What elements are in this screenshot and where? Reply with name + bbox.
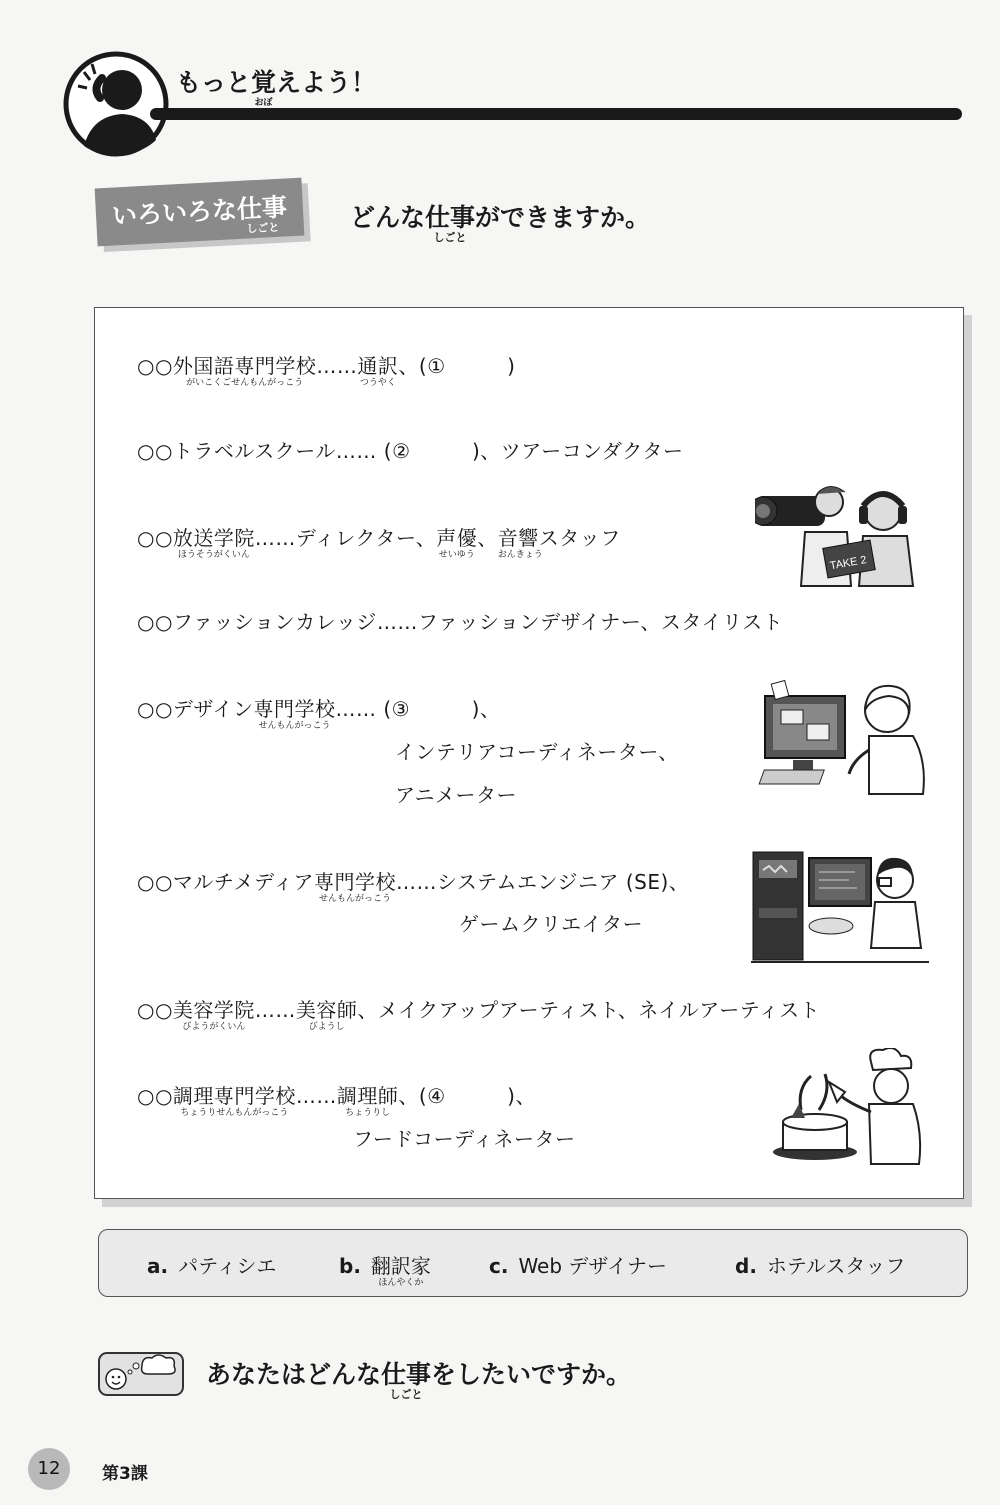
list-item: ○○放送学院 ほうそうがくいん ……ディレクター、声優 せいゆう 、音響 おんきょう スタッフ <box>137 526 621 560</box>
page-number: 12 <box>28 1448 70 1490</box>
list-item: ○○デザイン専門学校 せんもんがっこう …… (③ )、 <box>137 697 501 731</box>
title-kanji: 覚 おぼ <box>251 68 277 108</box>
list-item-continued: ゲームクリエイター <box>459 912 644 936</box>
option-b: b. 翻訳家 ほんやくか <box>339 1254 431 1288</box>
bottom-question: あなたはどんな仕事 しごと をしたいですか。 <box>206 1360 632 1401</box>
listening-person-icon <box>62 50 170 158</box>
list-item: ○○マルチメディア専門学校 せんもんがっこう ……システムエンジニア (SE)、 <box>137 870 690 904</box>
option-c: c. Web デザイナー <box>489 1254 668 1278</box>
option-a: a. パティシエ <box>147 1254 277 1278</box>
section-question: どんな仕事 しごと ができますか。 <box>350 203 651 244</box>
designer-at-computer-icon <box>757 680 937 798</box>
option-d: d. ホテルスタッフ <box>735 1254 906 1278</box>
engineer-at-computer-icon <box>751 848 931 964</box>
list-item-continued: アニメーター <box>395 783 517 807</box>
section-tab: いろいろな仕事 しごと <box>95 178 305 247</box>
tab-kanji: 仕事 しごと <box>236 192 288 236</box>
header-rule <box>150 108 962 120</box>
thinking-face-icon <box>98 1352 184 1396</box>
list-item: ○○外国語専門学校 がいこくごせんもんがっこう ……通訳 つうやく 、(① ) <box>137 354 516 388</box>
list-item: ○○トラベルスクール…… (② )、ツアーコンダクター <box>137 439 684 463</box>
pastry-chef-icon <box>771 1048 931 1166</box>
film-crew-icon <box>755 476 955 588</box>
list-item: ○○美容学院 びようがくいん ……美容師 びようし 、メイクアップアーティスト、ネイルアーティスト <box>137 998 821 1032</box>
school-list-box <box>94 307 964 1199</box>
list-item-continued: インテリアコーディネーター、 <box>395 740 679 764</box>
lesson-label: 第3課 <box>102 1464 148 1484</box>
list-item: ○○ファッションカレッジ……ファッションデザイナー、スタイリスト <box>137 610 784 634</box>
answer-options-box <box>98 1229 968 1297</box>
list-item-continued: フードコーディネーター <box>353 1127 576 1151</box>
page-title: もっと覚 おぼ えよう！ <box>176 63 376 99</box>
list-item: ○○調理専門学校 ちょうりせんもんがっこう ……調理師 ちょうりし 、(④ )、 <box>137 1084 536 1118</box>
clapper-text: TAKE 2 <box>828 554 868 573</box>
